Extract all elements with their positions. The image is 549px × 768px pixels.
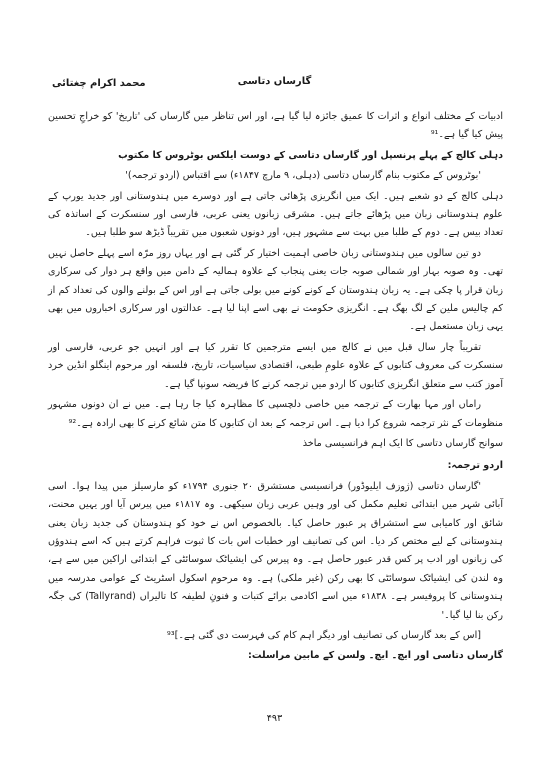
- body-text: [48, 108, 503, 668]
- section-heading-correspondence: گارساں دتاسی اور ایچ۔ ایچ۔ ولسن کے مابین مراسلت:: [248, 650, 503, 662]
- running-header-author: محمد اکرام چغتائی: [52, 78, 146, 89]
- section-heading-letter: دہلی کالج کے پہلے پرنسپل اور گارساں دتاسی کے دوست ایلکس بوٹروس کا مکتوب: [118, 149, 503, 161]
- urdu-translation-heading: اردو ترجمہ:: [447, 460, 503, 472]
- letter-paragraph-4: راماں اور مہا بھارت کے ترجمہ میں خاصی دلچسپی کا مظاہرہ کیا جا رہا ہے۔ میں نے ان دونوں مشہور منظومات کے نثر ترجمہ شروع کرا دیا ہے۔ اس ترجمہ کے بعد ان کتابوں کا متن شائع کرنے کا بھی ارادہ ہے۔⁹²: [48, 399, 503, 429]
- biography-source-line: سوانح گارساں دتاسی کا ایک اہم فرانسیسی ماخذ: [302, 437, 503, 449]
- letter-paragraph-2: دو تین سالوں میں ہندوستانی زبان خاصی اہمیت اختیار کر گئی ہے اور یہاں روز مرّہ اسے پہلے حاصل نہیں تھی۔ وہ صوبہ بہار اور شمالی صوبہ جات یعنی پنجاب کے علاوہ ہمالیہ کے دامن میں واقع ہر دوار کی سرکاری زبان قرار پا چکی ہے۔ یہ زبان ہندوستان کے کونے کونے میں بولی جاتی ہے اور اس کے بولنے والوں کی تعداد کم از کم چالیس ملین کے لگ بھگ ہے۔ انگریزی حکومت نے بھی اسے اپنا لیا ہے۔ عدالتوں اور سرکاری اخباروں میں بھی یہی زبان مستعمل ہے۔: [48, 247, 503, 333]
- page-number: ۴۹۳: [266, 713, 283, 724]
- letter-caption: 'بوٹروس کے مکتوب بنام گارساں دتاسی (دہلی، ۹ مارچ ۱۸۴۷ء) سے اقتباس (اردو ترجمہ)': [125, 170, 481, 182]
- paragraph-1: ادبیات کے مختلف انواع و اثرات کا عمیق جائزہ لیا گیا ہے، اور اس تناظر میں گارساں کی 'تاریخ' کو خراجِ تحسین پیش کیا گیا ہے۔⁹¹: [48, 111, 503, 141]
- bracket-note: [اس کے بعد گارساں کی تصانیف اور دیگر اہم کام کی فہرست دی گئی ہے۔]⁹³: [166, 629, 481, 641]
- biography-quote: 'گارساں دتاسی (ژوزف ایلیوڈور) فرانسیسی مستشرق ۲۰ جنوری ۱۷۹۴ء کو مارسیلز میں پیدا ہوا۔ اسی آبائی شہر میں ابتدائی تعلیم مکمل کی اور وہیں عربی زبان سیکھی۔ وہ ۱۸۱۷ء میں پیرس آیا اور یہیں محنت، شائق اور کامیابی سے استشراق پر عبور حاصل کیا۔ بالخصوص اس نے خود کو ہندوستان کی جدید زبان یعنی ہندوستانی کے لیے مختص کر دیا۔ اس کی تصانیف اور خطبات اس بات کا ثبوت فراہم کرتے ہیں کہ اسے ہندوؤں کی زبانوں اور ادب پر کس قدر عبور حاصل ہے۔ وہ پیرس کی ایشیاٹک سوسائٹی کے ابتدائی اراکین میں سے ہے، وہ لندن کی ایشیاٹک سوسائٹی کا بھی رکن (غیر ملکی) ہے۔ وہ مرحوم اسکول اسٹریٹ کے عوامی مدرسہ میں ہندوستانی کا پروفیسر ہے۔ ۱۸۳۸ء میں اسے اکادمی برائے کتبات و فنونِ لطیفہ کا تالیراں (Tallyrand) کی جگہ رکن بنا لیا گیا۔': [48, 480, 504, 621]
- letter-paragraph-3: تقریباً چار سال قبل میں نے کالج میں ایسے مترجمین کا تقرر کیا ہے اور انہیں جو عربی، فارسی اور سنسکرت کی معروف کتابوں کے علاوہ علومِ طبعی، اقتصادی سیاسیات، تاریخ، فلسفہ اور مرحوم اینگلو انڈین خرد آموز کتب سے متعلق انگریزی کتابوں کا اردو میں ترجمہ کرنے کا فریضہ سونپا گیا ہے۔: [48, 341, 503, 390]
- letter-paragraph-1: دہلی کالج کے دو شعبے ہیں۔ ایک میں انگریزی پڑھائی جاتی ہے اور دوسرے میں ہندوستانی اور جدید یورپ کے علوم ہندوستانی زبان میں پڑھائے جاتے ہیں۔ مشرقی زبانوں یعنی عربی، فارسی اور سنسکرت کے اساتذہ کی تعداد بیس ہے۔ دوم کے طلبا میں بہت سے مشہور ہیں، اور دونوں شعبوں میں تقریباً ڈیڑھ سو طلبا ہیں۔: [48, 190, 503, 239]
- running-header-title: گارساں دتاسی: [237, 76, 312, 87]
